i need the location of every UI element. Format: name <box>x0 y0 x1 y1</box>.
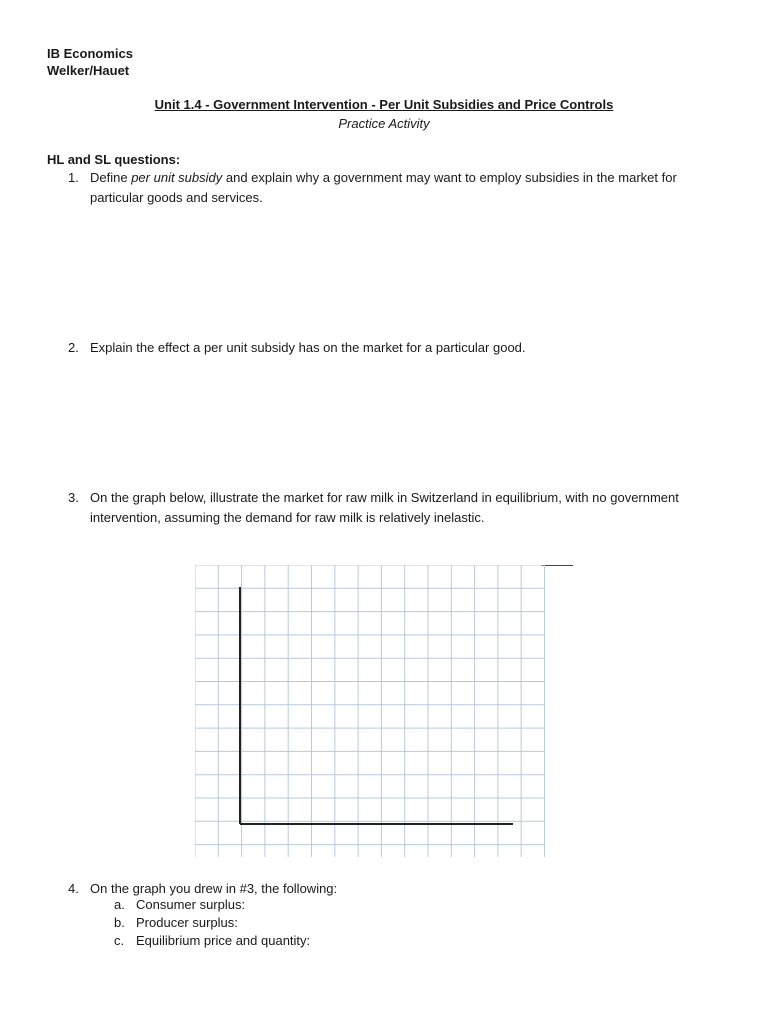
page-subtitle: Practice Activity <box>338 116 430 131</box>
question-2-number: 2. <box>68 340 79 355</box>
course-name: IB Economics <box>47 46 133 61</box>
question-4c-text: Equilibrium price and quantity: <box>136 933 311 948</box>
section-heading: HL and SL questions: <box>47 152 181 167</box>
question-1-prefix: Define <box>90 170 132 185</box>
page-title: Unit 1.4 - Government Intervention - Per Unit Subsidies and Price Controls <box>154 97 614 112</box>
question-1-number: 1. <box>68 170 79 185</box>
graph-paper[interactable] <box>195 565 545 857</box>
question-4-text: On the graph you drew in #3, the following: <box>90 881 338 896</box>
question-4b-letter: b. <box>114 915 125 930</box>
question-4a-letter: a. <box>114 897 125 912</box>
question-1-term: per unit subsidy <box>131 170 223 185</box>
teacher-names: Welker/Hauet <box>47 63 130 78</box>
question-4-number: 4. <box>68 881 79 896</box>
question-2-text: Explain the effect a per unit subsidy has on the market for a particular good. <box>90 340 526 355</box>
question-4b-text: Producer surplus: <box>136 915 238 930</box>
question-3-text: On the graph below, illustrate the market for raw milk in Switzerland in equilibrium, with no government intervention, assuming the demand for raw milk is relatively inelastic. <box>90 490 679 525</box>
question-1-suffix: and explain why a government may want to employ subsidies in the market for particular goods and services. <box>90 170 677 205</box>
question-4a-text: Consumer surplus: <box>136 897 246 912</box>
question-3-number: 3. <box>68 490 79 505</box>
question-4c-letter: c. <box>114 933 125 948</box>
question-1-text <box>90 168 730 208</box>
answer-blank-line <box>541 565 573 566</box>
grid-lines <box>195 565 545 857</box>
